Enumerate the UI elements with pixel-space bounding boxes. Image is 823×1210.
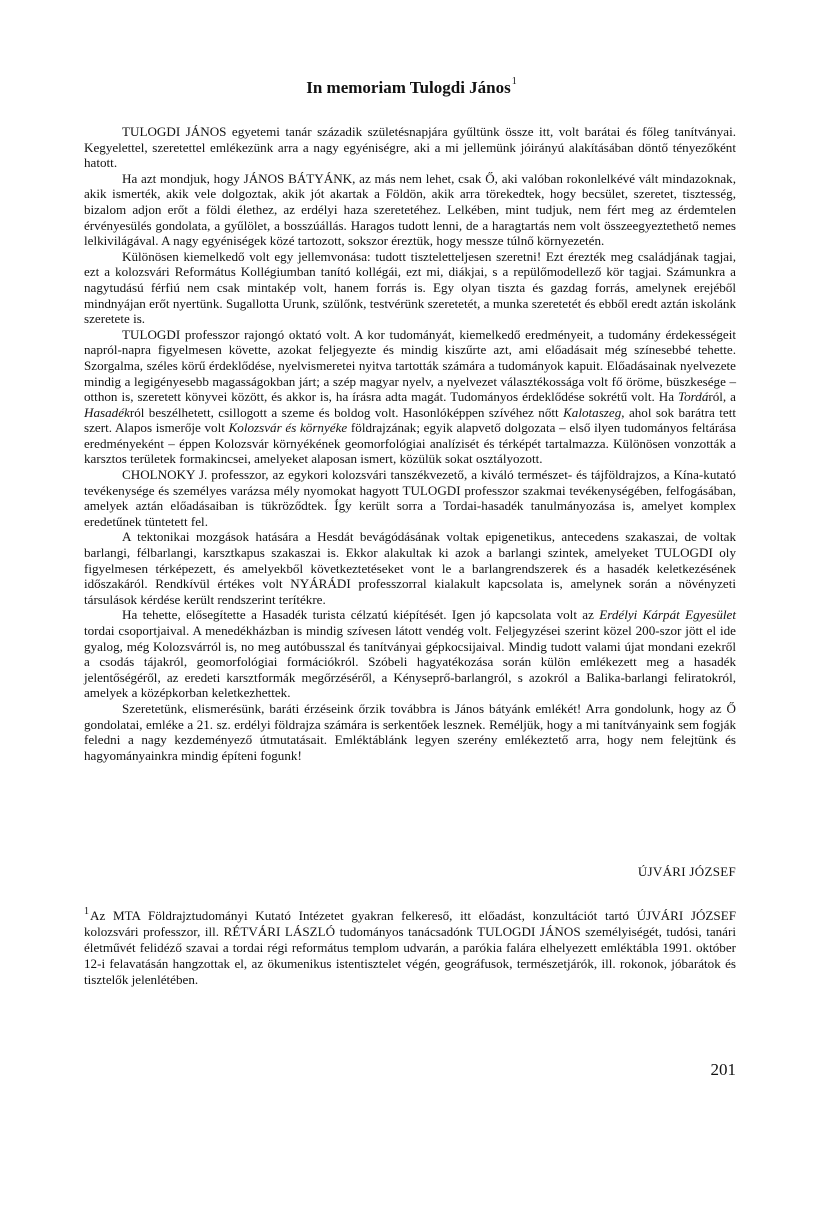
paragraph (84, 124, 736, 171)
text-run: ról beszélhetett, csillogott a szeme és boldog volt. Hasonlóképpen szívéhez nőtt (129, 404, 564, 420)
text-run: Ha azt mondjuk, hogy JÁNOS BÁTYÁNK, az más nem lehet, csak Ő, aki valóban rokonlelkévé vált mindazoknak, akik ismerték, akik vele dolgoztak, akik jót akartak a Földön, akik arra törekedtek, hogy becsület, szeretet, tisztesség, bizalom adjon erőt a földi élethez, az erdélyi haza szeretetéhez. Lelkében, mint tudjuk, nem fért meg az érdemtelen érvényesülés gondolata, a gyűlölet, a bosszúállás. Haragos tudott lenni, de a haragtartás nem volt összeegyeztethető nemes lelkivilágával. A nagy egyéniségek közé tartozott, sokszor éreztük, hogy messze túlnő környezetén. (84, 170, 736, 249)
text-run: Szeretetünk, elismerésünk, baráti érzéseink őrzik továbbra is János bátyánk emlékét! Arra gondolunk, hogy az Ő gondolatai, emléke a 21. sz. erdélyi földrajza számára is serkentőek lesznek. Reméljük, hogy a mi tanítványaink sem fogják feledni a nagy kezdeményező útmutatásait. Emléktáblánk legyen szerény emlékeztető arra, hogy nem felejtünk és hagyományainkra mindig építeni fogunk! (84, 700, 736, 763)
paragraph (84, 607, 736, 701)
paragraph (84, 467, 736, 529)
text-run: TULOGDI professzor rajongó oktató volt. A kor tudományát, kiemelkedő eredményeit, a tudomány érdekességeit napról-napra figyelmesen követte, azokat feljegyezte és mindig kiszűrte azt, ami előadásait még színesebbé tehette. Szorgalma, széles körű érdeklődése, nyelvismeretei nyitva tartották számára a tudományok kapuit. Előadásainak nyelvezete mindig a legigényesebb magasságokban járt; a szép magyar nyelv, a nyelvezet választékossága volt fő öröme, büszkesége – otthon is, szeretett könyvei között, és akkor is, ha írásra adta magát. Tudományos érdeklődése sokrétű volt. Ha (84, 326, 736, 405)
italic-text-run: Hasadék (84, 404, 130, 420)
text-run: TULOGDI JÁNOS egyetemi tanár századik születésnapjára gyűltünk össze itt, volt barátai és főleg tanítványai. Kegyelettel, szeretettel emlékezünk arra a nagy egyéniségre, aki a mi jellemünk jóirányú alakításában döntő tényezőként hatott. (84, 124, 736, 171)
paragraph (84, 171, 736, 249)
italic-text-run: Erdélyi Kárpát Egyesület (599, 607, 736, 623)
italic-text-run: Kalotaszeg (563, 404, 622, 420)
text-run: , ahol sok barátra tett szert. Alapos ismerője volt (84, 404, 736, 436)
title-footnote-marker: 1 (511, 76, 517, 87)
text-run: A tektonikai mozgások hatására a Hesdát bevágódásának voltak epigenetikus, antecedens szakaszai, de voltak barlangi, félbarlangi, karsztkapus szakaszai is. Ekkor alakultak ki azok a barlangi szintek, amelyeket TULOGDI oly figyelmesen térképezett, és amelyekből következtetéseket vont le a barlangrendszerek és a hasadék keletkezésének időszakáról. Rendkívül értékes volt NYÁRÁDI professzorral kialakult kapcsolata is, amelynek során a növényzeti társulások kérdése került rendszerint terítékre. (84, 529, 736, 607)
text-run: tordai csoportjaival. A menedékházban is mindig szívesen látott vendég volt. Feljegyzései szerint közel 200-szor jött el ide gyalog, még Kolozsvárról is, no meg autóbusszal és tanítványai gépkocsijaival. Mindig tudott valami újat mondani ezekről a csodás tájakról, geomorfológiai formációkról. Szóbeli hagyatékozása során külön emlékezett meg a hasadék jelentőségéről, az eredeti karsztformák megőrzéséről, a Kényseprő-barlangról, s azokról a Balika-barlangi feliratokról, amelyek a középkorban keletkezhettek. (84, 623, 736, 701)
paragraph (84, 701, 736, 763)
paragraph (84, 529, 736, 607)
text-run: földrajzának; egyik alapvető dolgozata – első ilyen tudományos feltárása eredményeként – éppen Kolozsvár környékének geomorfológiai analízisét és térképét tartalmazza. Különösen vonzották a karsztos területek formakincsei, amelyeket alaposan ismert, közülük sokat osztályozott. (84, 420, 737, 467)
author-signature: ÚJVÁRI JÓZSEF (637, 864, 736, 879)
paragraph (84, 327, 736, 467)
footnote (84, 904, 736, 988)
text-run: Különösen kiemelkedő volt egy jellemvonása: tudott tiszteletteljesen szeretni! Ezt érezték meg családjának tagjai, ezt a kolozsvári Református Kollégiumban tanító kollégái, ezt mi, diákjai, s a repülőmodellező kör tagjai. Számunkra a nagytudású férfiú nem csak mintakép volt, hanem forrás is. Egy olyan tiszta és gazdag forrás, amelynek erejéből mindnyájan erőt nyertünk. Sugallotta Urunk, szülőnk, testvérünk szeretetét, a munka szeretetét és ebből eredt aztán iskolánk szeretete is. (84, 248, 736, 327)
article-body (84, 124, 736, 763)
italic-text-run: Tordá (678, 389, 709, 405)
text-run: Ha tehette, elősegítette a Hasadék turista célzatú kiépítését. Igen jó kapcsolata volt az (122, 607, 600, 623)
paragraph (84, 249, 736, 327)
page-number: 201 (710, 1060, 736, 1079)
text-run: ról, a (708, 389, 736, 405)
footnote-marker: 1 (84, 906, 89, 917)
article-title (0, 76, 823, 98)
title-text: In memoriam Tulogdi János (306, 78, 511, 97)
footnote-text: Az MTA Földrajztudományi Kutató Intézetet gyakran felkereső, itt előadást, konzultációt tartó ÚJVÁRI JÓZSEF kolozsvári professzor, ill. RÉTVÁRI LÁSZLÓ tudományos tanácsadónk TULOGDI JÁNOS személyiségét, tudósi, tanári életművét felidéző szavai a tordai régi református templom udvarán, a parókia falára elhelyezett emléktábla 1991. október 12-i felavatásán hangzottak el, az ökumenikus istentisztelet végén, geográfusok, természetjárók, ill. rokonok, jóbarátok és tisztelők jelenlétében. (84, 908, 736, 987)
text-run: CHOLNOKY J. professzor, az egykori kolozsvári tanszékvezető, a kiváló természet- és tájföldrajzos, a Kína-kutató tevékenysége és személyes varázsa mély nyomokat hagyott TULOGDI professzor szakmai tevékenységében, felfogásában, amelyek aztán előadásaiban is tükröződtek. Így került sorra a Tordai-hasadék tanulmányozása is, amelyet komplex eredetűnek tüntetett fel. (84, 467, 736, 529)
italic-text-run: Kolozsvár és környéke (228, 420, 348, 436)
